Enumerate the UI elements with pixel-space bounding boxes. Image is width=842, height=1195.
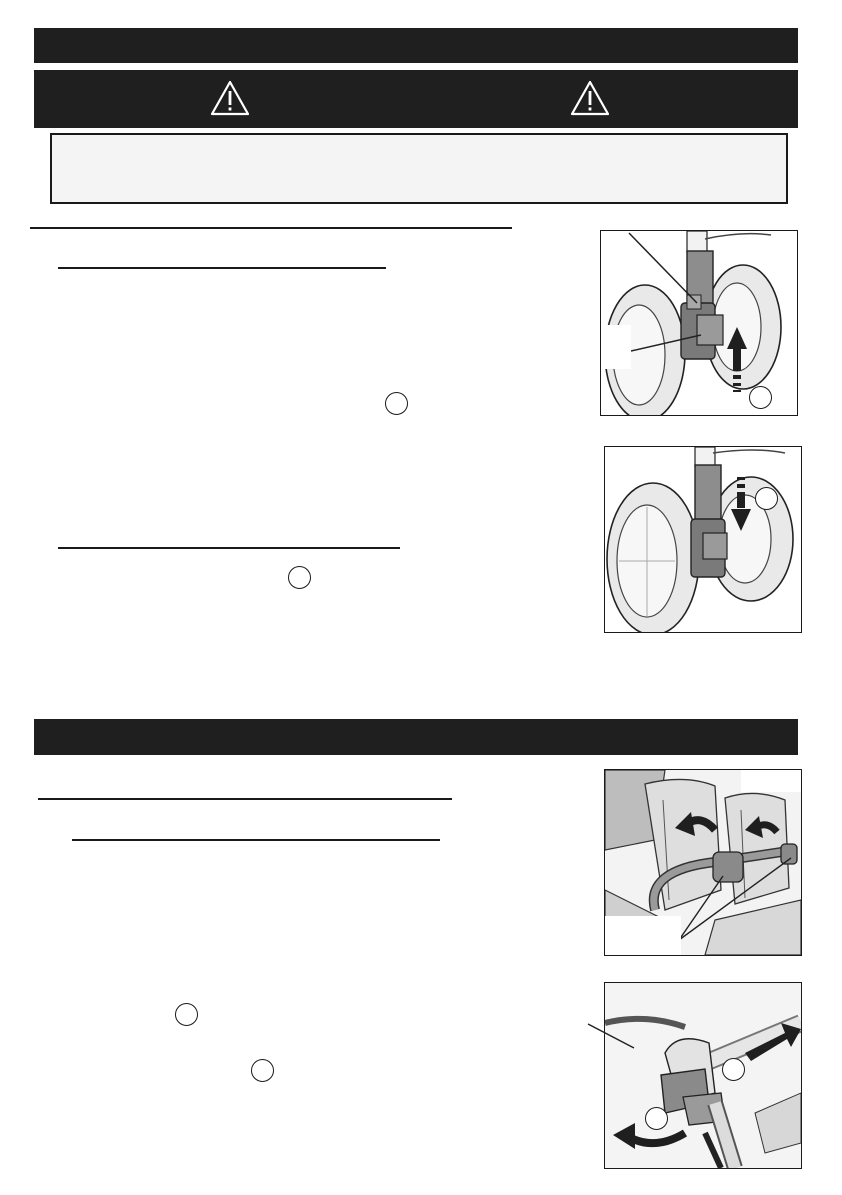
section1-subhead-a-rule	[58, 267, 386, 269]
warning-triangle-icon	[210, 80, 250, 116]
section2-title-rule	[38, 798, 452, 800]
handle-fold-figure	[605, 983, 801, 1168]
warning-bar	[34, 70, 798, 128]
step-marker-circle	[749, 386, 772, 409]
step-marker-circle	[645, 1107, 668, 1130]
section2-subhead-a-rule	[72, 839, 440, 841]
front-wheel-lock-down-figure	[605, 447, 801, 632]
warning-box	[50, 133, 788, 204]
step-marker-circle	[385, 392, 408, 415]
seat-back-release-figure	[605, 770, 801, 955]
figure-front-wheel-lock-up	[600, 230, 798, 416]
section2-bar	[34, 719, 798, 755]
section1-title-rule	[30, 227, 512, 229]
step-marker-circle	[288, 566, 311, 589]
step-marker-circle	[722, 1058, 745, 1081]
figure-seat-back-release	[604, 769, 802, 956]
figure-handle-fold	[604, 982, 802, 1169]
callout-leader-line	[586, 1022, 636, 1052]
section1-subhead-b-rule	[58, 547, 400, 549]
step-marker-circle	[175, 1003, 198, 1026]
warning-triangle-icon	[570, 80, 610, 116]
step-marker-circle	[755, 487, 778, 510]
step-marker-circle	[251, 1059, 274, 1082]
header-bar	[34, 28, 798, 63]
front-wheel-lock-up-figure	[601, 231, 797, 415]
figure-front-wheel-lock-down	[604, 446, 802, 633]
